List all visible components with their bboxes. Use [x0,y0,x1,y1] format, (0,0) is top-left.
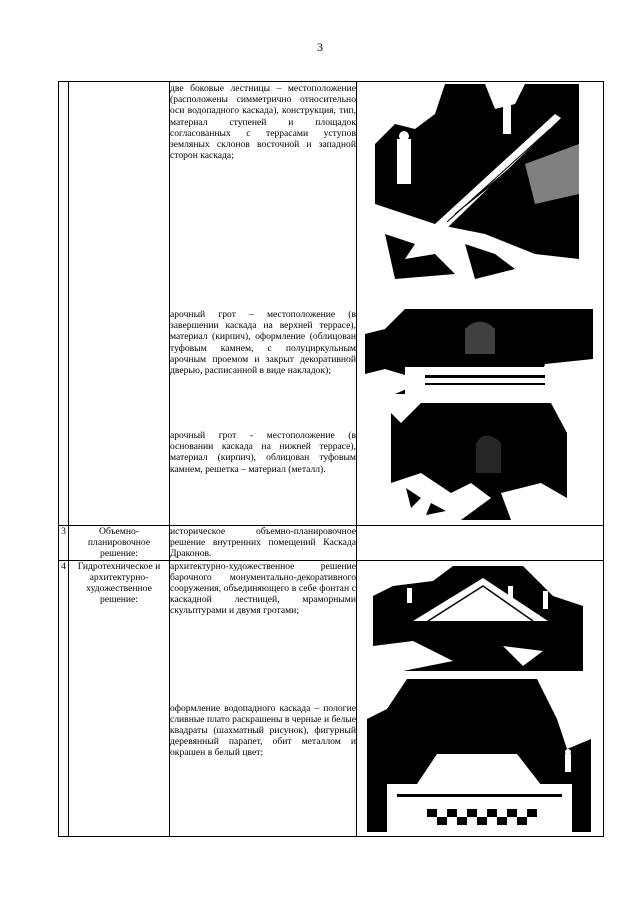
row-description [170,560,357,836]
photo-cell [357,560,604,836]
photo-cascade-overview [373,566,583,671]
page-number: 3 [317,40,323,54]
photo-side-stairs [375,84,579,284]
row-name: Объемно-планировочное решение: [69,526,170,561]
table-row-3 [59,526,604,561]
description-planning: историческое объемно-планировочное решение внутренних помещений Каскада Драконов. [170,526,356,560]
photo-cell [357,82,604,526]
row-number [59,82,69,526]
description-cascade-design: оформление водопадного каскада – пологие сливные плато раскрашены в черные и белые квадраты (шахматный рисунок), фигурный деревянный парапет, обит металлом и окрашен в белый цвет; [170,702,356,759]
row-number: 4 [59,560,69,836]
photo-cascade-checkerboard [367,679,591,832]
table-row-4 [59,560,604,836]
description-lower-grotto: арочный грот - местоположение (в основании каскада на нижней террасе), материал (кирпич), облицован туфовым камнем, решетка – материал (металл). [170,430,356,475]
monument-table [58,81,604,837]
table-row-continuation [59,82,604,526]
description-side-stairs: две боковые лестницы – местоположение (расположены симметрично относительно оси водопадного каскада), конструкция, тип, материал ступеней и площадок согласованных с террасами уступов земляных склонов восточной и западной сторон каскада; [170,83,356,162]
row-name: Гидротехническое и архитектурно-художественное решение: [69,560,170,836]
description-architecture: архитектурно-художественное решение барочного монументально-декоративного сооружения, объединяющего в себе фонтан с каскадной лестницей, мраморными скульптурами и двумя гротами; [170,560,356,617]
row-description [170,526,357,561]
description-upper-grotto: арочный грот – местоположение (в завершении каскада на верхней террасе), материал (кирпич), оформление (облицован туфовым камнем, с полуциркульным арочным проемом и закрыт декоративной дверью, расписанной в виде накладок); [170,309,356,377]
photo-lower-grotto [391,403,567,520]
row-description [170,82,357,526]
row-number: 3 [59,526,69,561]
photo-upper-grotto [365,309,593,394]
photo-cell-empty [357,526,604,561]
row-name [69,82,170,526]
